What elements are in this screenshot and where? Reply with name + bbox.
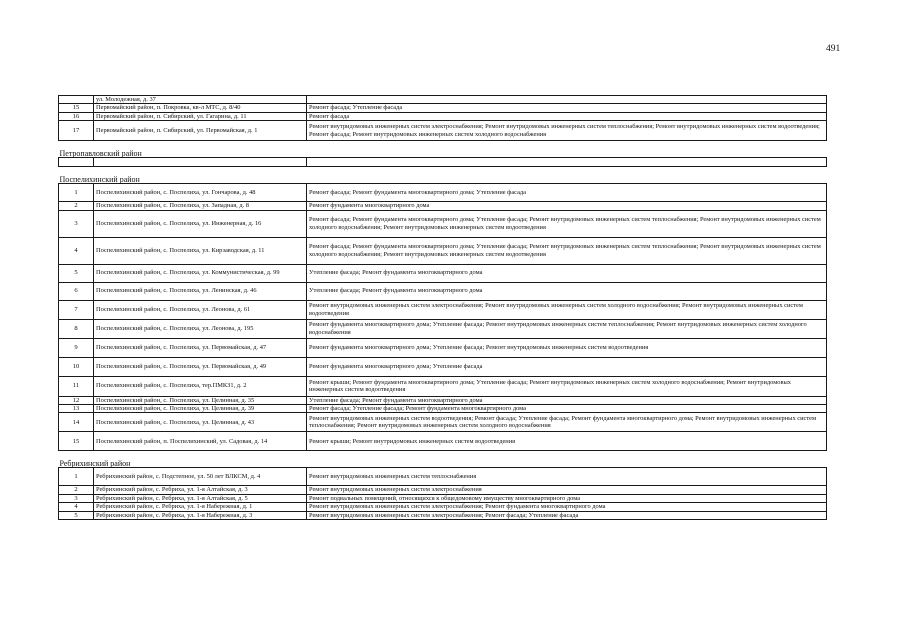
works-cell: Ремонт крыши; Ремонт внутридомовых инженерных систем водоотведения (307, 432, 827, 451)
address-cell: Поспелихинский район, с. Поспелиха, ул. Гончарова, д. 48 (94, 184, 307, 202)
table-row (59, 511, 827, 519)
row-number-cell: 13 (59, 405, 94, 413)
row-number-cell: 16 (59, 112, 94, 120)
address-cell: Ребрихинский район, с. Ребриха, ул. 1-я Набережная, д. 1 (94, 503, 307, 511)
address-cell: Поспелихинский район, с. Поспелиха, ул. Коммунистическая, д. 99 (94, 264, 307, 282)
table-row (59, 210, 827, 237)
row-number-cell: 7 (59, 300, 94, 319)
row-number-cell: 8 (59, 319, 94, 338)
table-row (59, 503, 827, 511)
table-row (59, 413, 827, 432)
row-number-cell: 12 (59, 396, 94, 404)
works-cell: Ремонт фасада; Утепление фасада; Ремонт фундамента многоквартирного дома (307, 405, 827, 413)
works-cell (307, 96, 827, 104)
row-number-cell: 5 (59, 264, 94, 282)
row-number-cell: 14 (59, 413, 94, 432)
row-number-cell: 9 (59, 338, 94, 357)
row-number-cell: 17 (59, 121, 94, 141)
district-heading-row (59, 451, 827, 468)
table-row (59, 96, 827, 104)
address-cell: Ребрихинский район, с. Ребриха, ул. 1-я Алтайская, д. 5 (94, 494, 307, 502)
row-number-cell: 4 (59, 237, 94, 264)
works-cell: Ремонт фасада; Утепление фасада (307, 104, 827, 112)
row-number-cell: 10 (59, 357, 94, 376)
address-cell: Поспелихинский район, с. Поспелиха, ул. Первомайская, д. 47 (94, 338, 307, 357)
works-cell: Ремонт фундамента многоквартирного дома; Утепление фасада (307, 357, 827, 376)
empty-cell (94, 158, 307, 167)
table-row (59, 104, 827, 112)
table-row (59, 468, 827, 486)
works-cell: Ремонт внутридомовых инженерных систем электроснабжения; Ремонт внутридомовых инженерных систем теплоснабжения; Ремонт внутридомовых инженерных систем водоотведения; Ремонт фасада; Ремонт внутридомовых инженерных систем холодного водоснабжения (307, 121, 827, 141)
table-row (59, 121, 827, 141)
district-heading-row (59, 141, 827, 158)
works-cell: Ремонт внутридомовых инженерных систем теплоснабжения (307, 468, 827, 486)
address-cell: Ребрихинский район, с. Ребриха, ул. 1-я Алтайская, д. 3 (94, 486, 307, 494)
row-number-cell: 2 (59, 202, 94, 210)
empty-row (59, 158, 827, 167)
row-number-cell: 1 (59, 184, 94, 202)
row-number-cell: 15 (59, 432, 94, 451)
table-row (59, 319, 827, 338)
works-cell: Ремонт внутридомовых инженерных систем электроснабжения; Ремонт внутридомовых инженерных систем холодного водоснабжения; Ремонт внутридомовых инженерных систем водоотведения (307, 300, 827, 319)
table-row (59, 184, 827, 202)
page-number: 491 (826, 44, 841, 54)
address-cell: Поспелихинский район, с. Поспелиха, ул. Целинная, д. 43 (94, 413, 307, 432)
works-cell: Ремонт внутридомовых инженерных систем электроснабжения (307, 486, 827, 494)
address-cell: Поспелихинский район, с. Поспелиха, ул. Западная, д. 8 (94, 202, 307, 210)
district-heading: Поспелихинский район (59, 174, 140, 184)
table-row (59, 237, 827, 264)
row-number-cell: 5 (59, 511, 94, 519)
address-cell: Поспелихинский район, с. Поспелиха, ул. Ленинская, д. 46 (94, 282, 307, 300)
works-cell: Ремонт крыши; Ремонт фундамента многоквартирного дома; Утепление фасада; Ремонт внутридомовых инженерных систем холодного водоснабжения; Ремонт внутридомовых инженерных систем водоотведения (307, 376, 827, 396)
table-row (59, 112, 827, 120)
address-cell: Поспелихинский район, с. Поспелиха, ул. Первомайская, д. 49 (94, 357, 307, 376)
district-heading: Ребрихинский район (59, 459, 131, 468)
empty-cell (307, 158, 827, 167)
works-cell: Утепление фасада; Ремонт фундамента многоквартирного дома (307, 282, 827, 300)
works-cell: Ремонт фасада (307, 112, 827, 120)
district-heading-row (59, 167, 827, 184)
table-row (59, 396, 827, 404)
works-cell: Ремонт фундамента многоквартирного дома (307, 202, 827, 210)
address-cell: Поспелихинский район, с. Поспелиха, ул. Инженерная, д. 16 (94, 210, 307, 237)
table-row (59, 300, 827, 319)
table-row (59, 486, 827, 494)
works-table (58, 95, 827, 520)
row-number-cell: 4 (59, 503, 94, 511)
address-cell: Поспелихинский район, с. Поспелиха, ул. Кирзаводская, д. 11 (94, 237, 307, 264)
address-cell: Поспелихинский район, с. Поспелиха, тер.ПМКЗ1, д. 2 (94, 376, 307, 396)
table-row (59, 357, 827, 376)
table-row (59, 405, 827, 413)
table-row (59, 264, 827, 282)
works-cell: Ремонт внутридомовых инженерных систем водоотведения; Ремонт фасада; Утепление фасада; Ремонт фундамента многоквартирного дома; Ремонт внутридомовых инженерных систем теплоснабжения; Ремонт внутридомовых инженерных систем холодного водоснабжения (307, 413, 827, 432)
row-number-cell: 1 (59, 468, 94, 486)
address-cell: Поспелихинский район, с. Поспелиха, ул. Леонова, д. 61 (94, 300, 307, 319)
address-cell: Первомайский район, п. Покровка, кв-л МТС, д. 8/40 (94, 104, 307, 112)
row-number-cell: 15 (59, 104, 94, 112)
district-heading: Петропавловский район (59, 148, 142, 158)
works-cell: Утепление фасада; Ремонт фундамента многоквартирного дома (307, 264, 827, 282)
address-cell: Поспелихинский район, с. Поспелиха, ул. Целинная, д. 39 (94, 405, 307, 413)
row-number-cell: 6 (59, 282, 94, 300)
table-row (59, 282, 827, 300)
row-number-cell: 2 (59, 486, 94, 494)
works-cell: Ремонт фасада; Ремонт фундамента многоквартирного дома; Утепление фасада; Ремонт внутридомовых инженерных систем теплоснабжения; Ремонт внутридомовых инженерных систем холодного водоснабжения; Ремонт внутридомовых инженерных систем водоотведения (307, 210, 827, 237)
works-cell: Утепление фасада; Ремонт фундамента многоквартирного дома (307, 396, 827, 404)
works-cell: Ремонт фасада; Ремонт фундамента многоквартирного дома; Утепление фасада (307, 184, 827, 202)
empty-cell (59, 158, 94, 167)
table-row (59, 202, 827, 210)
address-cell: ул. Молодежная, д. 37 (94, 96, 307, 104)
table-row (59, 494, 827, 502)
works-cell: Ремонт фундамента многоквартирного дома; Утепление фасада; Ремонт внутридомовых инженерных систем теплоснабжения; Ремонт внутридомовых инженерных систем холодного водоснабжения (307, 319, 827, 338)
row-number-cell: 3 (59, 210, 94, 237)
works-cell: Ремонт подвальных помещений, относящихся к общедомовому имуществу многоквартирного дома (307, 494, 827, 502)
table-row (59, 338, 827, 357)
works-table-body (59, 96, 827, 520)
works-cell: Ремонт внутридомовых инженерных систем электроснабжения; Ремонт фасада; Утепление фасада (307, 511, 827, 519)
address-cell: Ребрихинский район, с. Подстепное, ул. 50 лет ВЛКСМ, д. 4 (94, 468, 307, 486)
row-number-cell: 3 (59, 494, 94, 502)
works-cell: Ремонт внутридомовых инженерных систем электроснабжения; Ремонт фундамента многоквартирного дома (307, 503, 827, 511)
address-cell: Поспелихинский район, с. Поспелиха, ул. Леонова, д. 195 (94, 319, 307, 338)
works-cell: Ремонт фасада; Ремонт фундамента многоквартирного дома; Утепление фасада; Ремонт внутридомовых инженерных систем теплоснабжения; Ремонт внутридомовых инженерных систем холодного водоснабжения; Ремонт внутридомовых инженерных систем водоотведения (307, 237, 827, 264)
address-cell: Первомайский район, п. Сибирский, ул. Гагарина, д. 11 (94, 112, 307, 120)
table-row (59, 432, 827, 451)
table-row (59, 376, 827, 396)
works-cell: Ремонт фундамента многоквартирного дома; Утепление фасада; Ремонт внутридомовых инженерных систем водоотведения (307, 338, 827, 357)
address-cell: Ребрихинский район, с. Ребриха, ул. 1-я Набережная, д. 3 (94, 511, 307, 519)
address-cell: Поспелихинский район, п. Поспелихинский, ул. Садовая, д. 14 (94, 432, 307, 451)
row-number-cell (59, 96, 94, 104)
row-number-cell: 11 (59, 376, 94, 396)
address-cell: Первомайский район, п. Сибирский, ул. Первомайская, д. 1 (94, 121, 307, 141)
address-cell: Поспелихинский район, с. Поспелиха, ул. Целинная, д. 35 (94, 396, 307, 404)
